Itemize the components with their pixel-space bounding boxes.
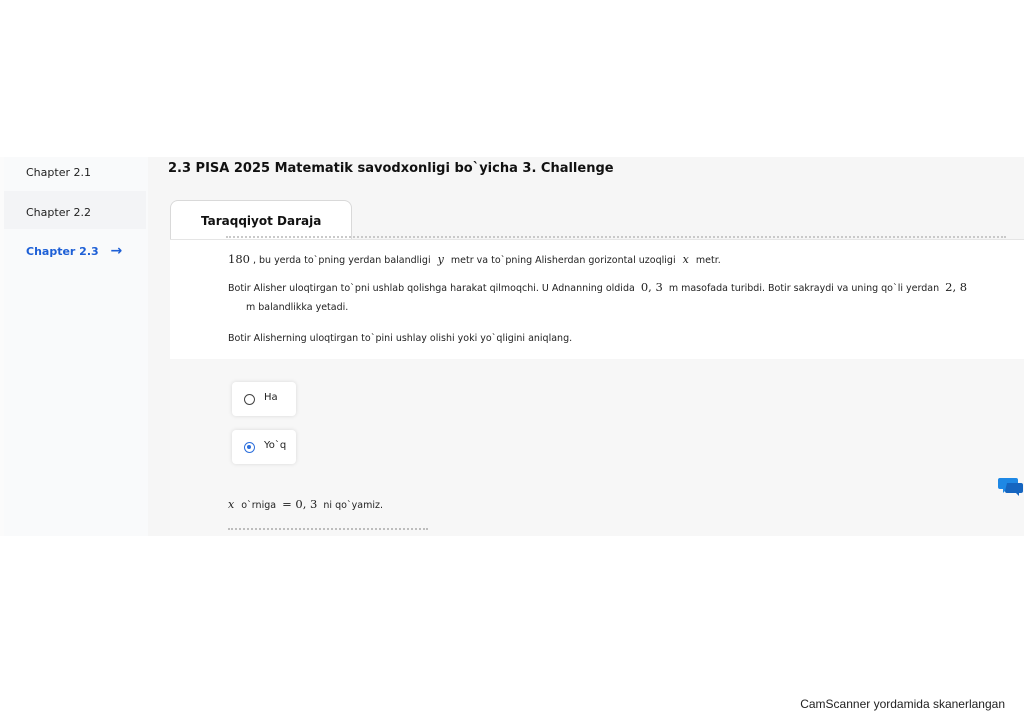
tab-label: Taraqqiyot Daraja	[201, 214, 322, 228]
sidebar-item-chapter-2-2[interactable]	[26, 206, 91, 219]
scanned-screenshot	[0, 157, 1024, 536]
cut-off-text-line	[226, 236, 1006, 241]
solution-line: x o`rniga = 0, 3 ni qo`yamiz.	[228, 497, 384, 511]
main-content	[148, 157, 1024, 536]
chat-icon[interactable]	[998, 475, 1024, 497]
sidebar-item-label: Chapter 2.2	[26, 206, 91, 219]
arrow-right-icon: →	[110, 243, 123, 259]
option-yoq[interactable]	[232, 430, 296, 464]
sidebar-item-label: Chapter 2.1	[26, 166, 91, 179]
problem-line-3: m balandlikka yetadi.	[246, 302, 349, 313]
radio-yoq[interactable]	[244, 442, 255, 453]
option-label: Ha	[264, 392, 278, 403]
problem-line-2: Botir Alisher uloqtirgan to`pni ushlab qolishga harakat qilmoqchi. U Adnanning oldida 0, 3 m masofada turibdi. Botir sakraydi va uning qo`li yerdan 2, 8	[228, 280, 968, 294]
cut-off-formula	[228, 528, 428, 534]
answer-area	[170, 360, 1024, 536]
sidebar-item-label: Chapter 2.3	[26, 245, 99, 258]
sidebar-item-chapter-2-3[interactable]	[26, 243, 122, 259]
option-ha[interactable]	[232, 382, 296, 416]
radio-ha[interactable]	[244, 394, 255, 405]
tab-taraqqiyot-daraja[interactable]	[170, 200, 352, 240]
option-label: Yo`q	[264, 440, 287, 451]
sidebar-item-chapter-2-1[interactable]	[26, 166, 91, 179]
sidebar	[4, 157, 150, 536]
problem-question: Botir Alisherning uloqtirgan to`pini ushlay olishi yoki yo`qligini aniqlang.	[228, 333, 573, 344]
page-title: 2.3 PISA 2025 Matematik savodxonligi bo`yicha 3. Challenge	[168, 161, 614, 176]
problem-panel	[170, 239, 1024, 359]
problem-line-1: 180 , bu yerda to`pning yerdan balandligi y metr va to`pning Alisherdan gorizontal uzoqligi x metr.	[228, 252, 721, 266]
scanner-watermark: CamScanner yordamida skanerlangan	[800, 697, 1005, 711]
